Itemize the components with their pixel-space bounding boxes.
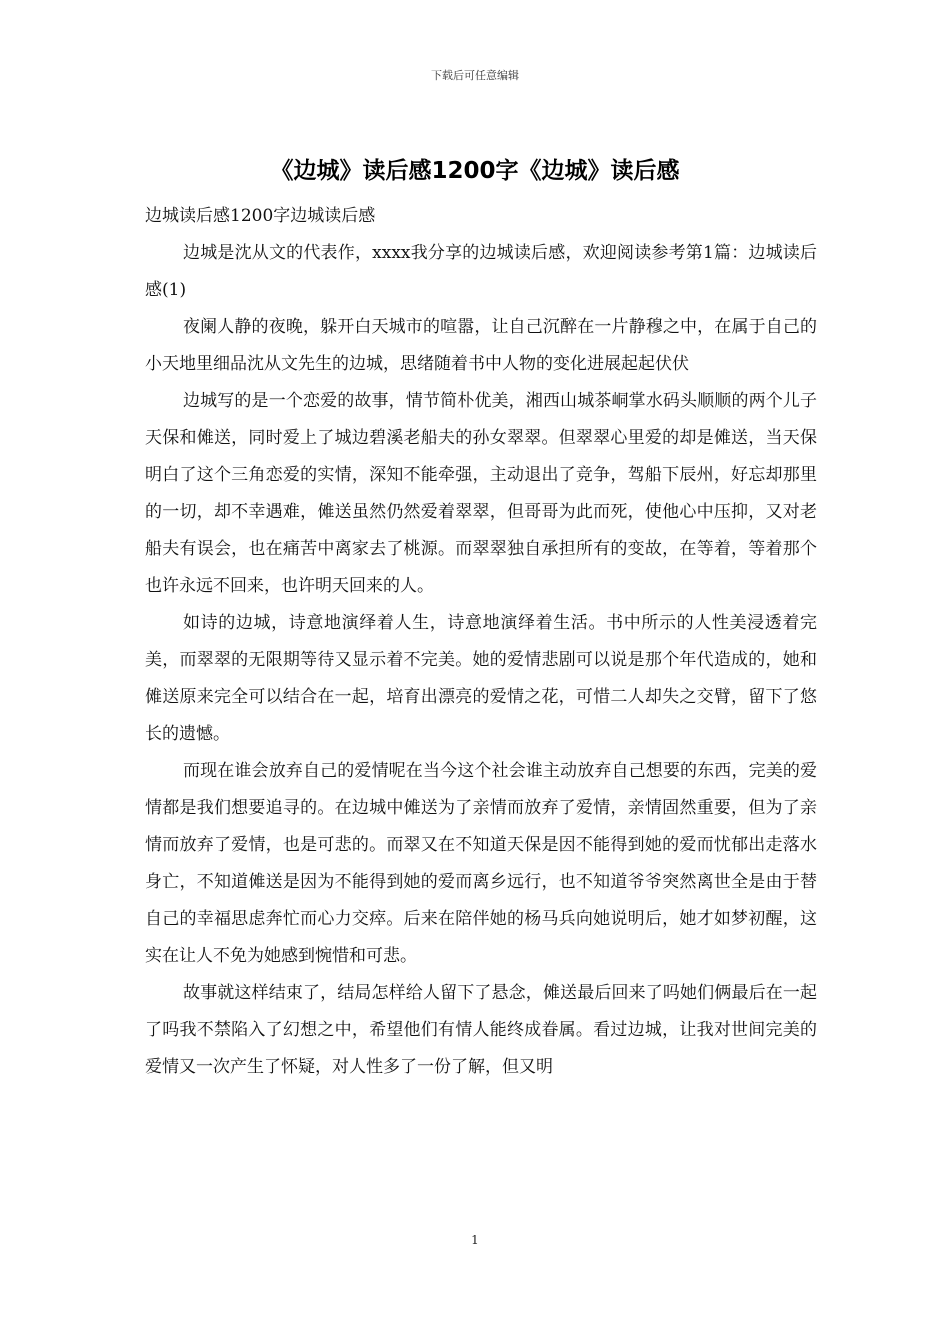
- page-header-note: 下载后可任意编辑: [431, 69, 519, 82]
- subtitle-paragraph: 边城读后感1200字边城读后感: [145, 206, 376, 226]
- body-paragraph: 故事就这样结束了，结局怎样给人留下了悬念，傩送最后回来了吗她们俩最后在一起了吗我不禁陷入了幻想之中，希望他们有情人能终成眷属。看过边城，让我对世间完美的爱情又一次产生了怀疑，对人性多了一份了解，但又明: [145, 983, 817, 1077]
- body-paragraph: 而现在谁会放弃自己的爱情呢在当今这个社会谁主动放弃自己想要的东西，完美的爱情都是我们想要追寻的。在边城中傩送为了亲情而放弃了爱情，亲情固然重要，但为了亲情而放弃了爱情，也是可悲的。而翠又在不知道天保是因不能得到她的爱而忧郁出走落水身亡，不知道傩送是因为不能得到她的爱而离乡远行，也不知道爷爷突然离世全是由于替自己的幸福思虑奔忙而心力交瘁。后来在陪伴她的杨马兵向她说明后，她才如梦初醒，这实在让人不免为她感到惋惜和可悲。: [145, 761, 817, 966]
- body-paragraph: 夜阑人静的夜晚，躲开白天城市的喧嚣，让自己沉醉在一片静穆之中，在属于自己的小天地里细品沈从文先生的边城，思绪随着书中人物的变化进展起起伏伏: [145, 317, 817, 374]
- document-body: [145, 198, 817, 1086]
- body-paragraph: 边城是沈从文的代表作，xxxx我分享的边城读后感，欢迎阅读参考第1篇：边城读后感(1): [145, 243, 817, 300]
- body-paragraph: 边城写的是一个恋爱的故事，情节简朴优美，湘西山城茶峒掌水码头顺顺的两个儿子天保和傩送，同时爱上了城边碧溪老船夫的孙女翠翠。但翠翠心里爱的却是傩送，当天保明白了这个三角恋爱的实情，深知不能牵强，主动退出了竞争，驾船下辰州，好忘却那里的一切，却不幸遇难，傩送虽然仍然爱着翠翠，但哥哥为此而死，使他心中压抑，又对老船夫有误会，也在痛苦中离家去了桃源。而翠翠独自承担所有的变故，在等着，等着那个也许永远不回来，也许明天回来的人。: [145, 391, 817, 596]
- page-number: 1: [471, 1233, 479, 1247]
- body-paragraph: 如诗的边城，诗意地演绎着人生，诗意地演绎着生活。书中所示的人性美浸透着完美，而翠翠的无限期等待又显示着不完美。她的爱情悲剧可以说是那个年代造成的，她和傩送原来完全可以结合在一起，培育出漂亮的爱情之花，可惜二人却失之交臂，留下了悠长的遗憾。: [145, 613, 817, 744]
- document-title: 《边城》读后感1200字《边城》读后感: [270, 158, 680, 184]
